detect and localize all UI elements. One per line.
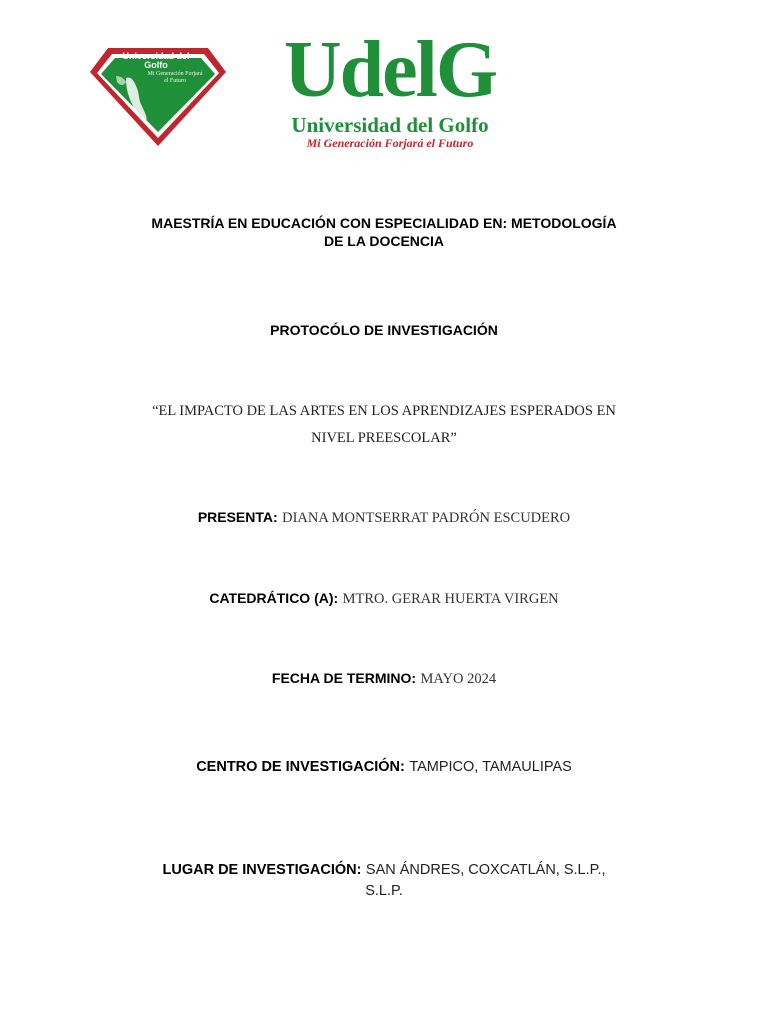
program-heading: [0, 214, 768, 250]
lugar-value-line-1: SAN ÁNDRES, COXCATLÁN, S.L.P.,: [365, 862, 606, 878]
centro-row: [0, 758, 768, 776]
centro-value: TAMPICO, TAMAULIPAS: [409, 759, 572, 775]
centro-label: CENTRO DE INVESTIGACIÓN:: [196, 759, 405, 775]
research-title-line-1: “EL IMPACTO DE LAS ARTES EN LOS APRENDIZAJES ESPERADOS EN: [152, 403, 616, 419]
seal-label: Universidad del Golfo: [122, 51, 190, 70]
lugar-value-line-2: S.L.P.: [365, 883, 403, 899]
fecha-row: [0, 670, 768, 688]
fecha-value: MAYO 2024: [420, 671, 497, 687]
program-line-2: DE LA DOCENCIA: [323, 233, 445, 249]
brand-name: UdelG: [283, 26, 497, 114]
brand-tagline: Mi Generación Forjará el Futuro: [306, 136, 474, 150]
fecha-label: FECHA DE TERMINO:: [271, 670, 417, 686]
presenta-row: [0, 509, 768, 527]
research-title-line-2: NIVEL PREESCOLAR”: [311, 430, 457, 446]
seal-motto: Mi Generación Forjará el Futuro: [147, 71, 203, 84]
program-line-1: MAESTRÍA EN EDUCACIÓN CON ESPECIALIDAD EN: METODOLOGÍA: [151, 215, 617, 231]
presenta-value: DIANA MONTSERRAT PADRÓN ESCUDERO: [282, 510, 571, 526]
catedratico-row: [0, 590, 768, 608]
presenta-label: PRESENTA:: [197, 509, 278, 525]
lugar-label: LUGAR DE INVESTIGACIÓN:: [162, 862, 362, 878]
university-logo: [86, 26, 546, 155]
brand-full-name: Universidad del Golfo: [291, 113, 489, 137]
document-type: PROTOCÓLO DE INVESTIGACIÓN: [270, 322, 498, 338]
catedratico-label: CATEDRÁTICO (A):: [209, 590, 339, 606]
brand-wordmark: [240, 26, 540, 155]
catedratico-value: MTRO. GERAR HUERTA VIRGEN: [342, 591, 559, 607]
lugar-row: [0, 861, 768, 879]
